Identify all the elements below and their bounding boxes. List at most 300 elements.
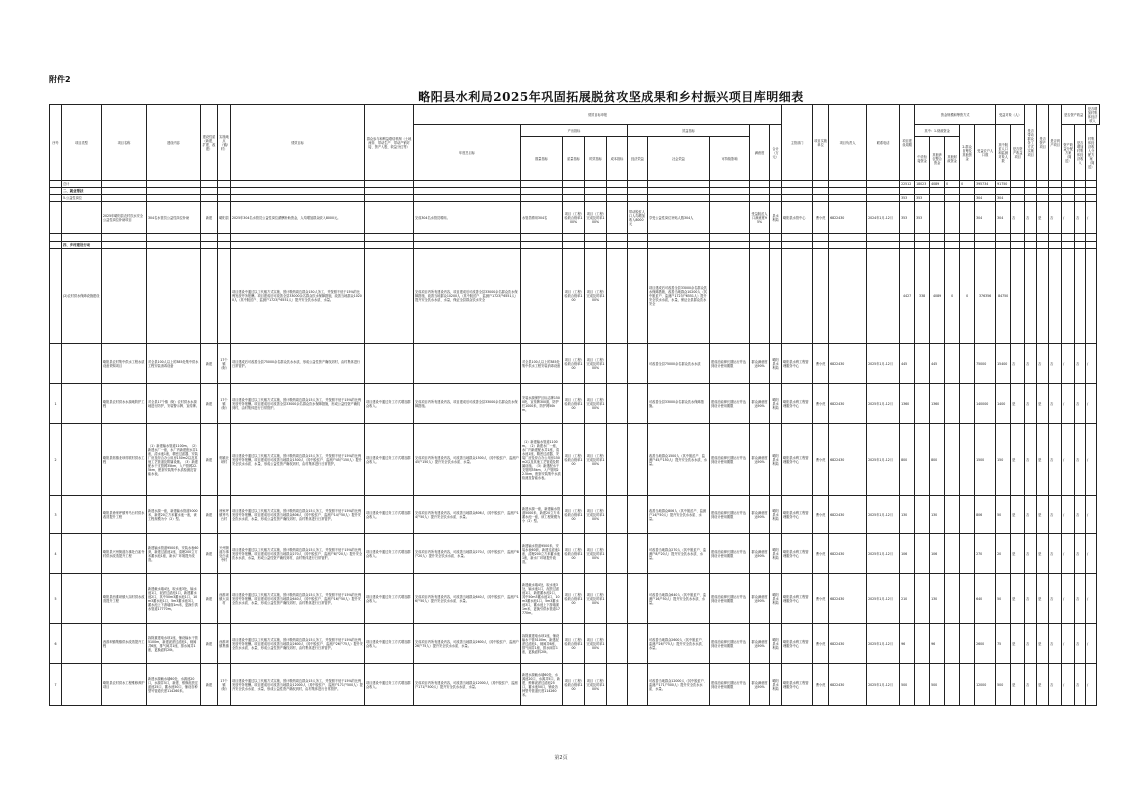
period-cell: 2024年1月-12月 (867, 202, 900, 234)
benefit-poor-cell: 75 (996, 624, 1011, 664)
goal-cell: 项目建设中通过以工代赈方式实施，预计吸纳周边群众15人务工，并按照不低于15%的比例发放劳务报酬。项目建成后可改善当地群众806人（其中脱贫户、监测户14户50人）提升安全饮水水质、水量，形成公益性资产确权到村，由村集体进行日常管护。 (231, 496, 365, 534)
other-fiscal-cell (945, 202, 960, 234)
unit-cell: 略阳县水管中心 (782, 202, 813, 234)
flag-cell: / (1086, 202, 1097, 234)
cost-indicator-cell (607, 384, 628, 424)
benefit-poor-cell: 20 (996, 534, 1011, 574)
quality-indicator-cell: 项目（工程）验收合格率100 (563, 496, 585, 534)
total-cell: 106 (900, 534, 915, 574)
social-funds-cell (960, 202, 975, 234)
group-goal: 项目建设中通过以工代赈方式实施，预计吸纳周边群众150人务工，并按照不低于15%的比例发放劳务报酬。项目建成后可改善全县33000余名群众饮水保障措施，改善当地群众10200人（其中脱贫户、监测户1723户6551人）提升安全饮水水质、水量。 (231, 249, 365, 344)
period-cell: 2025年1月-12月 (867, 424, 900, 496)
summary-row (50, 181, 1100, 188)
type-cell (62, 496, 102, 534)
econ-benefit-cell (628, 234, 648, 242)
sustain-cell: 建成后能够长期运行并达到设计使用期限 (710, 664, 750, 706)
header-cost: 成本指标 (607, 137, 628, 181)
total-cell: 800 (900, 424, 915, 496)
cost-indicator-cell (607, 574, 628, 624)
summary-benefit-pop: 395734 (975, 181, 996, 188)
summary-other-integ: 4089 (930, 181, 945, 188)
other-fiscal-cell (945, 574, 960, 624)
subsection-row (50, 195, 1100, 202)
section-label: 四、乡村建设行动 (62, 242, 102, 249)
nature-cell: 新建 (201, 424, 218, 496)
cost-indicator-cell (607, 344, 628, 384)
summary-label: 总计 (62, 181, 102, 188)
nature-cell: 新建 (201, 384, 218, 424)
flag-cell: 是 (1011, 384, 1025, 424)
content-cell: 对全县17个镇（街）农村供水水源地进行防护，安装警示牌、宣传牌。 (147, 384, 201, 424)
nature-cell: 新建 (201, 534, 218, 574)
goal-cell: 项目建设中通过以工代赈方式实施，预计吸纳周边群众15人务工，并按照不低于15%的比例发放劳务报酬。项目建成后可改善全县33000余名群众饮水保障措施，形成公益性资产确权到村，由村集体进行日常管护。 (231, 384, 365, 424)
cost-indicator-cell (607, 424, 628, 496)
group-other-integ: 4089 (930, 249, 945, 344)
seq-cell (50, 202, 62, 234)
group-quality: 项目（工程）验收合格率100 (563, 249, 585, 344)
econ-benefit-cell (628, 344, 648, 384)
period-cell (867, 234, 900, 242)
cost-indicator-cell (607, 534, 628, 574)
table-row (50, 496, 1100, 534)
header-site: 实施地点（镇/村） (218, 105, 231, 181)
timely-indicator-cell: 项目（工程）完成及时率100% (585, 424, 607, 496)
header-timely: 时效指标 (585, 137, 607, 181)
flag-cell: 否 (1011, 344, 1025, 384)
type-cell (62, 424, 102, 496)
phone-cell: 6822430 (829, 496, 867, 534)
flag-cell: 是 (1011, 424, 1025, 496)
other-fiscal-cell (945, 534, 960, 574)
flag-cell: 否 (1049, 424, 1062, 496)
flag-cell (1025, 234, 1037, 242)
unit-cell: 略阳县水利工程管理服务中心 (782, 344, 813, 384)
total-cell: 130 (900, 496, 915, 534)
table-row (50, 424, 1100, 496)
header-effect: 效益指标 (628, 125, 750, 137)
flag-cell: 否 (1075, 624, 1086, 664)
site-cell: 徐家坪镇秀马台村 (218, 496, 231, 534)
quality-indicator-cell: 项目（工程）验收合格率100 (563, 424, 585, 496)
goal-cell: 项目建设中通过以工代赈方式实施，预计吸纳周边群众15人务工，并按照不低于15%的比例发放劳务报酬。项目建成后可改善当地群众2600人（其中脱贫户、监测户26户75人）提升安全饮水水质、水量，形成公益性资产确权到村，由村集体进行日常管护。 (231, 624, 365, 664)
header-perf: 绩效目标申报 (414, 105, 782, 125)
sustain-cell: 建成后能够长期运行并达到设计使用期限 (710, 496, 750, 534)
header-annual: 年度总目标 (414, 125, 521, 181)
flag-cell: / (1086, 424, 1097, 496)
central-cell (915, 664, 930, 706)
flag-cell: 否 (1075, 574, 1086, 624)
flag-cell: 否 (1025, 624, 1037, 664)
satisfaction-cell: 群众满意度达90% (750, 624, 770, 664)
site-cell: 17个镇（街） (218, 384, 231, 424)
seq-cell: 1 (50, 384, 62, 424)
group-benefit-pop: 376356 (975, 249, 996, 344)
benefit-pop-cell: 2600 (975, 624, 996, 664)
flag-cell: / (1062, 534, 1075, 574)
period-cell: 2025年1月-12月 (867, 344, 900, 384)
quality-indicator-cell: 项目（工程）验收合格率100% (563, 202, 585, 234)
central-cell (915, 574, 930, 624)
flag-cell: / (1086, 624, 1097, 664)
phone-cell: 6822430 (829, 384, 867, 424)
total-cell (900, 234, 915, 242)
phone-cell: 6822430 (829, 664, 867, 706)
header-is-collective: 是否增加村集体经济收入 (1075, 125, 1086, 181)
unit-cell: 略阳县水利工程管理服务中心 (782, 534, 813, 574)
flag-cell: / (1062, 202, 1075, 234)
sustain-cell: 建成后能够长期运行并达到设计使用期限 (710, 624, 750, 664)
content-cell: （1）新建输水管道1100m。（2）新建水厂一座，水厂内新建配水井1座，清水池1座，精密过滤器、安装厂房及综合办公用房150m2以及其他工艺管道及附属设施。（3）新建配水干支管网35km，入户管网22.5km，配套安装集中水质检测及智能水表。 (147, 424, 201, 496)
annual-goal-cell (414, 234, 521, 242)
flag-cell: / (1086, 664, 1097, 706)
benefit-pop-cell: 270 (975, 534, 996, 574)
timely-indicator-cell: 项目（工程）完成及时率100% (585, 384, 607, 424)
table-row (50, 624, 1100, 664)
mechanism-cell (365, 234, 414, 242)
header-name: 项目名称 (102, 105, 147, 181)
benefit-poor-cell: 150 (996, 424, 1011, 496)
flag-cell: 否 (1025, 202, 1037, 234)
total-cell: 210 (900, 574, 915, 624)
header-benefit: 受益对象（人） (996, 105, 1025, 125)
goal-cell: 项目建成后可改善全县75000余名群众饮水水质，形成公益性资产确权到村，由村集体进行日常管护。 (231, 344, 365, 384)
annual-goal-cell: 完成项目内所有建设内容，可改善当地群众2600人（其中脱贫户、监测户26户75人）提升安全饮水水质、水量。 (414, 624, 521, 664)
other-integ-cell: 1360 (930, 384, 945, 424)
benefit-pop-cell: 1500 (975, 424, 996, 496)
owner-cell: 曹小虎 (813, 534, 829, 574)
header-nature: 建设性质（新建、扩建、改建） (201, 105, 218, 181)
cost-indicator-cell (607, 234, 628, 242)
header-type: 项目类型 (62, 105, 102, 181)
group-social-funds: 0 (960, 249, 975, 344)
qty-indicator-cell: 安装水源保护区标志牌1500块，宣传牌300面，防护栏1000米，防护网50km。 (521, 384, 563, 424)
flag-cell: 是 (1037, 202, 1049, 234)
central-cell (915, 424, 930, 496)
unit-cell (782, 234, 813, 242)
project-name-cell (102, 234, 147, 242)
sustain-cell (710, 202, 750, 234)
flag-cell: 否 (1049, 344, 1062, 384)
cost-indicator-cell (607, 202, 628, 234)
flag-cell: 否 (1049, 496, 1062, 534)
header-qty: 数量指标 (521, 137, 563, 181)
other-integ-cell: 130 (930, 496, 945, 534)
attachment-label: 附件2 (49, 75, 71, 84)
social-benefit-cell: 享受公益性岗位补贴人数304人 (648, 202, 710, 234)
total-cell: 445 (900, 344, 915, 384)
econ-benefit-cell (628, 534, 648, 574)
content-cell: 拆除重建取水坝1座，铺设输水干管5100m，新建泥淤过滤池1，闸阀井6座，排气阀井1座，排水阀井1座，更换滤料20t。 (147, 624, 201, 664)
site-cell: 17个镇（街） (218, 344, 231, 384)
summary-other-fiscal: 0 (945, 181, 960, 188)
content-cell: 对全县100人以上的385处集中供水工程安装消毒设备 (147, 344, 201, 384)
period-cell: 2025年1月-12月 (867, 574, 900, 624)
flag-cell: 否 (1025, 344, 1037, 384)
econ-benefit-cell (628, 496, 648, 534)
social-benefit-cell: 可改善全县33000余名群众饮水保障措施。 (648, 384, 710, 424)
project-name-cell: 西淮坝镇集镇供水改造提升工程 (102, 624, 147, 664)
flag-cell (1086, 234, 1097, 242)
benefit-pop-cell: 640 (975, 574, 996, 624)
satisfaction-cell: 群众满意度达90% (750, 496, 770, 534)
other-fiscal-cell (945, 624, 960, 664)
header-content: 建设内容 (147, 105, 201, 181)
phone-cell: 6822430 (829, 534, 867, 574)
header-central: 中央衔接资金 (915, 137, 930, 181)
dept-cell: 略阳县水利局 (770, 344, 782, 384)
table-row (50, 574, 1100, 624)
subsection-total: 353 (900, 195, 915, 202)
goal-cell (231, 234, 365, 242)
other-fiscal-cell (945, 384, 960, 424)
annual-goal-cell: 完成项目内所有建设内容，可改善当地群众270人（其中脱贫户、监测户8户20人）提升安全饮水水质、水量。 (414, 534, 521, 574)
flag-cell: 是 (1011, 534, 1025, 574)
social-benefit-cell: 可改善全县75000余名群众饮水水质 (648, 344, 710, 384)
satisfaction-cell: 群众满意度达90% (750, 574, 770, 624)
period-cell: 2025年1月-12月 (867, 496, 900, 534)
benefit-pop-cell: 12000 (975, 664, 996, 706)
site-cell: 西淮坝镇集镇 (218, 624, 231, 664)
central-cell (915, 384, 930, 424)
seq-cell: 3 (50, 496, 62, 534)
flag-cell: 否 (1025, 534, 1037, 574)
flag-cell (1075, 234, 1086, 242)
owner-cell (813, 234, 829, 242)
quality-indicator-cell: 项目（工程）验收合格率100 (563, 624, 585, 664)
header-workrelief: 是否带动群众务工方式实施项目 (1025, 105, 1037, 181)
unit-cell: 略阳县水利工程管理服务中心 (782, 496, 813, 534)
other-integ-cell (930, 234, 945, 242)
annual-goal-cell: 完成项目内所有建设内容，可改善当地群众640人（其中脱贫户、监测户16户50人）提升安全饮水水质、水量。 (414, 574, 521, 624)
header-sustain: 可持续影响 (710, 137, 750, 181)
header-benefit-pop: 受益农户人口数 (975, 125, 996, 181)
header-total: 合计（万元） (770, 125, 782, 181)
flag-cell: / (1062, 624, 1075, 664)
social-benefit-cell: 可改善当地群众2600人（其中脱贫户、监测户26户75人）提升安全饮水水质、水量。 (648, 624, 710, 664)
project-name-cell: 略阳县农村集中供水工程水质设备采购项目 (102, 344, 147, 384)
header-asset-plan: 资产收益分配方案（简述） (1062, 125, 1075, 181)
flag-cell: 否 (1037, 344, 1049, 384)
seq-cell (50, 234, 62, 242)
phone-cell: 6822430 (829, 202, 867, 234)
central-cell (915, 234, 930, 242)
satisfaction-cell (750, 234, 770, 242)
other-fiscal-cell (945, 496, 960, 534)
other-integ-cell: 130 (930, 574, 945, 624)
header-asset-income: 是否资产收益 (1062, 105, 1086, 125)
header-phone: 联系电话 (867, 105, 900, 181)
flag-cell: 否 (1049, 664, 1062, 706)
benefit-poor-cell: 50 (996, 574, 1011, 624)
header-fiscal: 其中：1.财政资金 (915, 125, 960, 137)
period-cell: 2025年1月-12月 (867, 624, 900, 664)
annual-goal-cell (414, 344, 521, 384)
benefit-pop-cell: 806 (975, 496, 996, 534)
other-fiscal-cell (945, 234, 960, 242)
nature-cell: 新建 (201, 344, 218, 384)
header-social-funds: 2.群众自筹及其他资金 (960, 125, 975, 181)
section-row (50, 188, 1100, 195)
social-funds-cell (960, 234, 975, 242)
econ-benefit-cell (628, 574, 648, 624)
satisfaction-cell: 群众满意度达90% (750, 664, 770, 706)
phone-cell (829, 234, 867, 242)
project-name-cell: 略阳县西淮坝镇大沟村供水改造提升工程 (102, 574, 147, 624)
content-cell: 新建截水墙4处，取水池3处，输水池1口，泥淤过滤池1口，新建蓄水池2口，其中50m3蓄水池1口，10m3蓄水池1口，5m3蓄水池3口，蓄水池上下游墙面1m米，更换引供水管道17770m。 (147, 574, 201, 624)
flag-cell: 否 (1025, 664, 1037, 706)
section-label: 二、就业帮扶 (62, 188, 102, 195)
quality-indicator-cell: 项目（工程）验收合格率100 (563, 534, 585, 574)
goal-cell: 项目建设中通过以工代赈方式实施，预计吸纳周边群众15人务工，并按照不低于15%的比例发放劳务报酬。项目建成后可改善当地群众640人（其中脱贫户、监测户16户50人）提升安全饮水水质、水量，形成公益性资产确权到村，由村集体进行日常管护。 (231, 574, 365, 624)
sustain-cell: 建成后能够长期运行并达到设计使用期限 (710, 424, 750, 496)
project-name-cell: 略阳县农村供水工程维修养护项目 (102, 664, 147, 706)
total-cell: 1360 (900, 384, 915, 424)
benefit-poor-cell: 15400 (996, 344, 1011, 384)
flag-cell: 是 (1037, 424, 1049, 496)
subsection-central: 353 (915, 195, 930, 202)
type-cell (62, 574, 102, 624)
phone-cell: 6822430 (829, 344, 867, 384)
period-cell: 2025年1月-12月 (867, 534, 900, 574)
sustain-cell: 建成后能够长期运行并达到设计使用期限 (710, 574, 750, 624)
group-social: 项目建成后可改善全县33000余名群众饮水保障措施，改善当地群众10200人（其中脱贫户、监测户1723户6551人）提升安全饮水水质，水量，保证全县群众饮水安全 (648, 249, 710, 344)
table-row (50, 664, 1100, 706)
social-benefit-cell: 可改善当地群众270人（其中脱贫户、监测户8户20人）提升安全饮水水质、水量。 (648, 534, 710, 574)
flag-cell: 是 (1011, 664, 1025, 706)
quality-indicator-cell (563, 234, 585, 242)
mechanism-cell: 项目建设中通过务工方式增加群众收入。 (365, 624, 414, 664)
dept-cell: 略阳县水利局 (770, 664, 782, 706)
type-cell (62, 202, 102, 234)
project-name-cell: 略阳县农村供水水源地防护工程 (102, 384, 147, 424)
site-cell: 17个镇（街） (218, 664, 231, 706)
flag-cell: / (1086, 534, 1097, 574)
type-cell (62, 534, 102, 574)
site-cell (218, 234, 231, 242)
qty-indicator-cell: 新建水源一座，新建输水管道5000米，新建20立方米蓄水池一座，该工程规模为小（2）型。 (521, 496, 563, 534)
flag-cell: 否 (1075, 202, 1086, 234)
social-funds-cell (960, 344, 975, 384)
flag-cell: 否 (1025, 384, 1037, 424)
timely-indicator-cell: 项目（工程）完成及时率100% (585, 496, 607, 534)
type-cell (62, 624, 102, 664)
sustain-cell: 建成后能够长期运行并达到设计使用期限 (710, 534, 750, 574)
owner-cell: 曹小虎 (813, 202, 829, 234)
group-other-fiscal: 0 (945, 249, 960, 344)
econ-benefit-cell (628, 664, 648, 706)
benefit-poor-cell: 50 (996, 496, 1011, 534)
summary-total: 22512 (900, 181, 915, 188)
seq-cell: 2 (50, 424, 62, 496)
social-benefit-cell: 改善当地群众806人（其中脱贫户、监测户14户50人）提升安全饮水水质、水量。 (648, 496, 710, 534)
other-integ-cell: 500 (930, 664, 945, 706)
owner-cell: 曹小虎 (813, 664, 829, 706)
dept-cell: 略阳县水利局 (770, 424, 782, 496)
other-fiscal-cell (945, 424, 960, 496)
unit-cell: 略阳县水利工程管理服务中心 (782, 424, 813, 496)
flag-cell: / (1086, 574, 1097, 624)
qty-indicator-cell: 新建截水墙4处，取水池3处，输水池1口，泥淤过滤池1口，新建蓄水池2口，其中50m3蓄水池1口，10m3蓄水池1口，5m3蓄水池3口，蓄水池上下游墙面1m米，更换引供水管道17770m。 (521, 574, 563, 624)
mechanism-cell: 项目建设中通过务工方式增加群众收入。 (365, 384, 414, 424)
header-satisfaction: 满意度 (750, 125, 770, 181)
timely-indicator-cell: 项目（工程）完成及时率100% (585, 344, 607, 384)
seq-cell: 7 (50, 664, 62, 706)
central-cell (915, 534, 930, 574)
seq-cell: 6 (50, 624, 62, 664)
qty-indicator-cell: 新建输水管道9500米，安装水表60套，新建过滤池1座，清理200立方米蓄水池1座，新水厂环境提升改造。 (521, 534, 563, 574)
benefit-poor-cell: 304 (996, 202, 1011, 234)
qty-indicator-cell: 新建水源截水墙60处，水源池20口，水源井5口，新建、维修泥淤过滤池25口，蓄水池50口，铺设各种型号管道长度114260米。 (521, 664, 563, 706)
nature-cell (201, 234, 218, 242)
total-cell: 500 (900, 664, 915, 706)
satisfaction-cell: 受益脱贫人口满意度95% (750, 202, 770, 234)
unit-cell: 略阳县水利工程管理服务中心 (782, 664, 813, 706)
header-mechanism: 群众参与和利益联结机制（土地流转、带动生产、带动产销对接、资产入股、收益分红等） (365, 105, 414, 181)
group-total: 4427 (900, 249, 915, 344)
flag-cell: 否 (1049, 384, 1062, 424)
satisfaction-cell: 群众满意度达90% (750, 424, 770, 496)
group-timely: 项目（工程）完成及时率100% (585, 249, 607, 344)
header-is-asset-income: 是否资产收益项目 (1011, 125, 1025, 181)
flag-cell: / (1086, 344, 1097, 384)
unit-cell: 略阳县水利工程管理服务中心 (782, 574, 813, 624)
site-cell: 西淮坝镇大沟村 (218, 574, 231, 624)
timely-indicator-cell: 项目（工程）完成及时率100% (585, 534, 607, 574)
goal-cell: 2025年304名水管员公益性岗位薪酬补助资金，人均增加群众收入8000元。 (231, 202, 365, 234)
type-cell (62, 384, 102, 424)
quality-indicator-cell: 项目（工程）验收合格率100 (563, 384, 585, 424)
annual-goal-cell: 完成项目内所有建设内容，可改善当地群众1500人（其中脱贫户、监测户45户150人）提升安全饮水水质、水量。 (414, 424, 521, 496)
mechanism-cell: 项目建设中通过务工方式增加群众收入。 (365, 664, 414, 706)
cost-indicator-cell (607, 496, 628, 534)
flag-cell: 否 (1025, 424, 1037, 496)
owner-cell: 曹小虎 (813, 624, 829, 664)
timely-indicator-cell: 项目（工程）完成及时率100% (585, 202, 607, 234)
type-cell (62, 234, 102, 242)
flag-cell: / (1062, 424, 1075, 496)
social-funds-cell (960, 424, 975, 496)
timely-indicator-cell (585, 234, 607, 242)
subsection-label: 5.公益性岗位 (62, 195, 102, 202)
owner-cell: 曹小虎 (813, 496, 829, 534)
header-econ: 经济效益 (628, 137, 648, 181)
timely-indicator-cell: 项目（工程）完成及时率100% (585, 574, 607, 624)
project-name-cell: 略阳县兴州街道办事处白雀寺村供水改造提升工程 (102, 534, 147, 574)
timely-indicator-cell: 项目（工程）完成及时率100% (585, 624, 607, 664)
satisfaction-cell: 群众满意度达90% (750, 534, 770, 574)
flag-cell: / (1062, 574, 1075, 624)
header-assetized: 是否资产项目 (1037, 105, 1049, 181)
flag-cell: 否 (1075, 534, 1086, 574)
flag-cell: / (1062, 384, 1075, 424)
qty-indicator-cell: （1）新建输水管道1100m。（2）新建水厂一座，水厂内新建配水井1座，清水池1座，精密过滤器、安装厂房及综合办公用房150m2以及其他工艺管道及附属设施。（3）新建配水干支管网35km，入户管网22.5km，配套安装集中水质检测及智能水表。 (521, 424, 563, 496)
benefit-pop-cell: 75000 (975, 344, 996, 384)
header-period: 项目建设周期 (900, 105, 915, 181)
table-row (50, 202, 1100, 234)
flag-cell: 是 (1011, 496, 1025, 534)
annual-goal-cell: 完成项目内所有建设内容，项目建成后可改善全县33000余名群众饮水保障措施。 (414, 384, 521, 424)
site-cell: 郭镇北坝村 (218, 424, 231, 496)
dept-cell (770, 234, 782, 242)
total-cell: 96 (900, 624, 915, 664)
group-benefit-poor: 84750 (996, 249, 1011, 344)
dept-cell: 略阳县水利局 (770, 574, 782, 624)
header-benefit-poor: 其中脱贫人口和监测对象人数 (996, 125, 1011, 181)
other-integ-cell: 96 (930, 624, 945, 664)
header-output: 产出指标 (521, 125, 628, 137)
site-cell: 略阳县 (218, 202, 231, 234)
flag-cell: 否 (1049, 202, 1062, 234)
